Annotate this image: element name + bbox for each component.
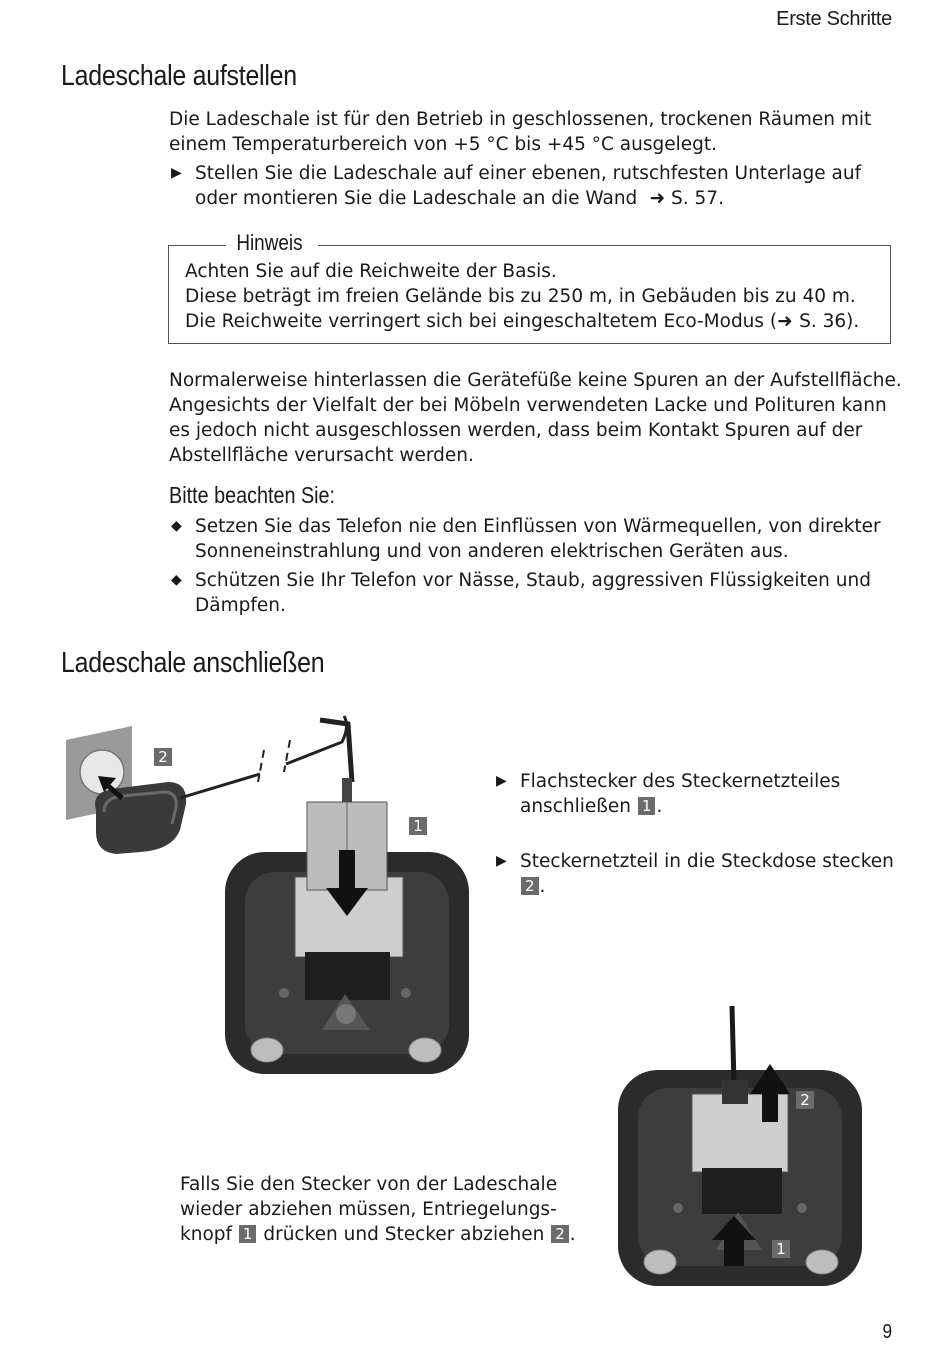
note-title: Hinweis bbox=[226, 230, 318, 256]
cable bbox=[732, 1006, 734, 1084]
subheading-bitte-beachten: Bitte beachten Sie: bbox=[169, 482, 336, 508]
section-title-ladeschale-aufstellen: Ladeschale aufstellen bbox=[61, 60, 297, 92]
page-number: 9 bbox=[882, 1321, 892, 1343]
note-line-2: Diese beträgt im freien Gelände bis zu 250 m, in Gebäuden bis zu 40 m. bbox=[185, 286, 856, 307]
note-line-3 bbox=[185, 309, 885, 334]
connect-step-2: ▶ Steckernetzteil in die Steckdose stecken 2 . bbox=[496, 851, 894, 897]
remove-instruction: Falls Sie den Stecker von der Ladeschale wieder abziehen müssen, Entriegelungs- knopf 1 drücken und Stecker abziehen 2 . bbox=[180, 1174, 576, 1245]
step-number-badge: 1 bbox=[638, 797, 656, 815]
section-title-ladeschale-anschliessen: Ladeschale anschließen bbox=[61, 647, 325, 679]
intro-paragraph: Die Ladeschale ist für den Betrieb in geschlossenen, trockenen Räumen mit einem Temperaturbereich von +5 °C bis +45 °C ausgelegt. bbox=[169, 109, 872, 155]
setup-step bbox=[169, 161, 904, 211]
note-line-1: Achten Sie auf die Reichweite der Basis. bbox=[185, 261, 557, 282]
bullet-text-2: Schützen Sie Ihr Telefon vor Nässe, Staub, aggressiven Flüssigkeiten und Dämpfen. bbox=[195, 570, 871, 616]
connect-step-1: ▶ Flachstecker des Steckernetzteiles anschließen 1 . bbox=[496, 771, 841, 817]
fig2-label-1: 1 bbox=[772, 1240, 790, 1258]
remove-figure bbox=[612, 998, 868, 1290]
note-line-3-text: Die Reichweite verringert sich bei eingeschaltetem Eco-Modus ( bbox=[185, 311, 778, 332]
connect-figure bbox=[60, 712, 480, 1080]
step-arrow-icon: ▶ bbox=[171, 165, 182, 181]
step-arrow-icon: ▶ bbox=[496, 773, 507, 789]
bullet-text-1: Setzen Sie das Telefon nie den Einflüssen von Wärmequellen, von direkter Sonneneinstrahlung und von anderen elektrischen Geräten aus. bbox=[195, 516, 881, 562]
wall-socket bbox=[80, 750, 124, 794]
page-ref-arrow-icon: ➜ bbox=[777, 311, 800, 332]
diamond-bullet-icon: ◆ bbox=[171, 572, 182, 588]
running-head: Erste Schritte bbox=[776, 8, 892, 30]
setup-step-ref[interactable]: S. 57. bbox=[671, 188, 724, 209]
bullet-item-2 bbox=[169, 568, 904, 618]
step-number-badge: 2 bbox=[551, 1225, 569, 1243]
bullet-item-1 bbox=[169, 514, 904, 564]
fig1-label-1: 1 bbox=[409, 817, 427, 835]
connect-step-1-text: Flachstecker des Steckernetzteiles anschließen bbox=[520, 771, 841, 817]
step-number-badge: 1 bbox=[239, 1225, 257, 1243]
page-ref-arrow-icon: ➜ bbox=[643, 188, 666, 209]
step-number-badge: 2 bbox=[521, 877, 539, 895]
fig1-label-2: 2 bbox=[154, 748, 172, 766]
remove-text-start: Falls Sie den Stecker von der Ladeschale wieder abziehen müssen, Entriegelungs- knopf bbox=[180, 1174, 558, 1245]
diamond-bullet-icon: ◆ bbox=[171, 518, 182, 534]
remove-text-mid: drücken und Stecker abziehen bbox=[263, 1224, 545, 1245]
note-ref[interactable]: S. 36). bbox=[799, 311, 860, 332]
fig2-label-2: 2 bbox=[796, 1091, 814, 1109]
surface-paragraph: Normalerweise hinterlassen die Gerätefüße keine Spuren an der Aufstellfläche. Angesichts der Vielfalt der bei Möbeln verwendeten Lacke und Polituren kann es jedoch nicht ausgeschlossen werden, dass beim Kontakt Spuren auf der Abstellfläche verursacht werden. bbox=[169, 370, 902, 466]
step-arrow-icon: ▶ bbox=[496, 853, 507, 869]
setup-step-text: Stellen Sie die Ladeschale auf einer ebenen, rutschfesten Unterlage auf oder montieren Sie die Ladeschale an die Wand bbox=[195, 163, 862, 209]
connect-step-2-text: Steckernetzteil in die Steckdose stecken bbox=[520, 851, 894, 872]
note-text bbox=[185, 259, 885, 334]
